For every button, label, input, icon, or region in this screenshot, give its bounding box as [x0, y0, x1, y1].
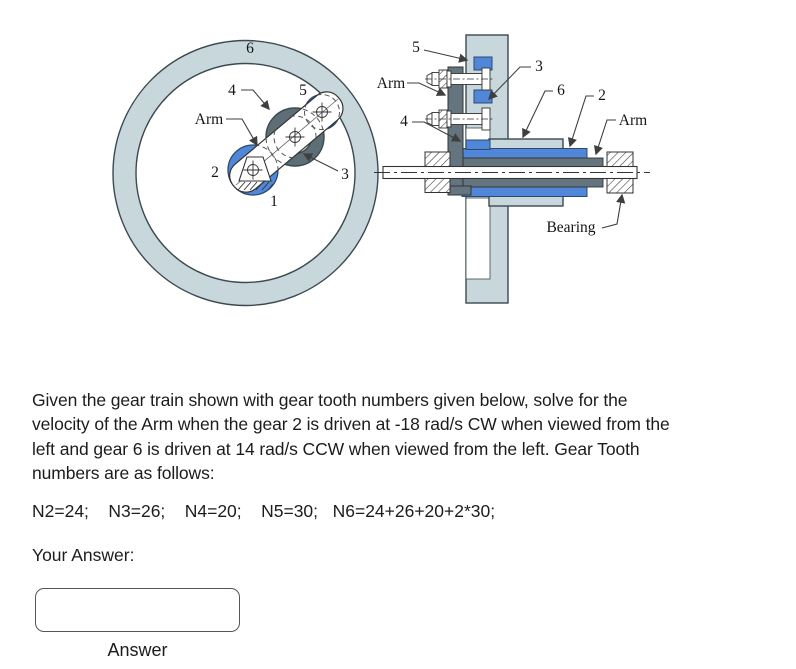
statement-line-4: numbers are as follows:	[32, 462, 215, 483]
front-gear5-label: 5	[299, 82, 307, 99]
sec-bearing-label: Bearing	[546, 219, 596, 236]
front-ring-gear-label: 6	[246, 40, 254, 57]
front-gear2-label: 2	[211, 164, 219, 181]
sec-arm-left-label: Arm	[376, 75, 406, 92]
tooth-numbers: N2=24; N3=26; N4=20; N5=30; N6=24+26+20+2*30;	[32, 501, 496, 521]
answer-input[interactable]	[35, 588, 240, 632]
sec-gear6-label: 6	[557, 82, 565, 99]
leader-sec-gear2	[570, 96, 594, 146]
gear6-hub-upper	[489, 139, 563, 149]
bearing-right-lower	[607, 179, 633, 194]
front-gear4-label: 4	[228, 82, 236, 99]
sec-gear3-label: 3	[535, 58, 543, 75]
leader-sec-bearing	[602, 195, 622, 228]
answer-caption: Answer	[107, 640, 168, 660]
gear6-hub-lower	[489, 196, 563, 206]
gear3-section	[474, 90, 492, 103]
front-view-diagram	[113, 40, 378, 306]
front-gear3-label: 3	[341, 166, 349, 183]
gear2-hub-lower	[462, 187, 587, 197]
sec-gear2-label: 2	[598, 87, 606, 104]
arm-plate-foot	[448, 186, 471, 195]
leader-sec-gear6	[523, 91, 553, 137]
leader-sec-arm-right	[596, 120, 616, 154]
section-view-diagram	[374, 35, 650, 303]
sec-gear5-label: 5	[412, 39, 420, 56]
front-arm-label: Arm	[194, 111, 224, 128]
bearing-left-upper	[425, 152, 450, 167]
leader-sec-gear5	[424, 50, 467, 60]
arm-sleeve-upper	[455, 158, 603, 167]
front-ground-label: 1	[270, 193, 278, 210]
column-cutout	[466, 198, 490, 279]
statement-line-1: Given the gear train shown with gear tooth numbers given below, solve for the	[32, 390, 628, 410]
arm-sleeve-lower	[455, 179, 603, 188]
statement-line-3: left and gear 6 is driven at 14 rad/s CCW when viewed from the left. Gear Tooth	[32, 438, 640, 459]
your-answer-label: Your Answer:	[32, 545, 135, 565]
bearing-left-lower	[425, 179, 450, 193]
sec-gear4-label: 4	[400, 113, 408, 130]
statement-line-2: velocity of the Arm when the gear 2 is driven at -18 rad/s CW when viewed from the	[32, 414, 670, 435]
problem-statement	[32, 388, 772, 485]
bearing-right-upper	[607, 152, 633, 167]
sec-arm-right-label: Arm	[618, 112, 648, 129]
gear4-section	[466, 140, 490, 150]
